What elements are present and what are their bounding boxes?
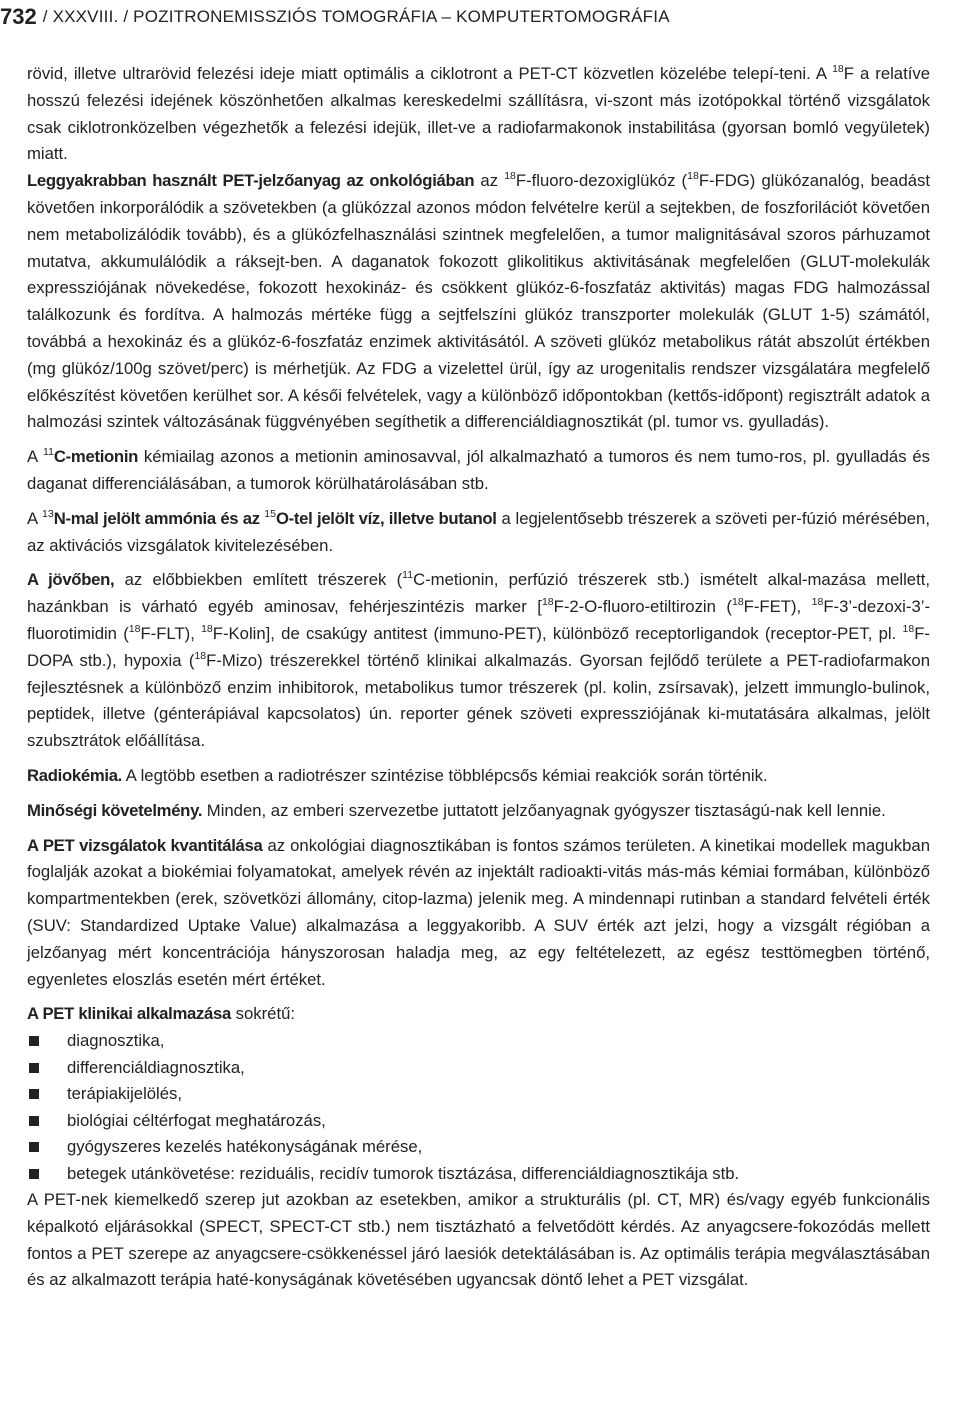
bullet-square-icon (29, 1142, 39, 1152)
paragraph-production (27, 61, 930, 168)
run-in-heading: A jövőben, (27, 570, 115, 590)
text-run: F-fluoro-dezoxiglükóz ( (515, 171, 688, 191)
text-run: sokrétű: (231, 1004, 295, 1024)
text-run: rövid, illetve ultrarövid felezési ideje miatt optimális a ciklotront a PET-CT közvetlen közelébe telepí-teni. A (27, 64, 833, 83)
superscript: 13 (42, 507, 54, 520)
list-item (27, 1081, 930, 1108)
paragraph-quantitation (27, 833, 930, 994)
text-run: az előbbiekben említett trészerek ( (114, 570, 403, 590)
text-run: A legtöbb esetben a radiotrészer szintézise többlépcsős kémiai reakciók során történik. (122, 765, 768, 785)
paragraph-future (27, 567, 930, 755)
paragraph-fdg (27, 168, 930, 436)
superscript: 18 (201, 623, 213, 636)
superscript: 18 (194, 649, 207, 662)
text-run: F a relatíve hosszú felezési idejének köszönhetően alkalmas kereskedelmi szállításra, vi-szont más izotópokkal történő vizsgálatok csak ciklotronközelben végezhetők a felezési idejük, illet-ve a radiofarmakonok instabilitása (gyorsan bomló vegyületek) miatt. (27, 64, 930, 164)
running-header (0, 3, 960, 31)
superscript: 11 (402, 569, 414, 582)
text-run: az (474, 171, 505, 191)
paragraph-radiochemistry (27, 763, 930, 790)
run-in-heading: A PET vizsgálatok kvantitálása (27, 835, 263, 855)
paragraph-conclusion (27, 1187, 930, 1294)
text-run: F-DOPA stb.), hypoxia ( (27, 623, 930, 670)
list-item-text: betegek utánkövetése: reziduális, recidív tumorok tisztázása, differenciáldiagnosztikája stb. (67, 1163, 740, 1183)
text-run: Minden, az emberi szervezetbe juttatott jelzőanyagnak gyógyszer tisztaságú-nak kell lennie. (202, 800, 886, 820)
paragraph-ammonia-water (27, 506, 930, 560)
list-item (27, 1161, 930, 1188)
run-in-heading: O-tel jelölt víz, illetve butanol (275, 508, 497, 528)
bullet-square-icon (29, 1169, 39, 1179)
list-item-text: diagnosztika, (67, 1031, 165, 1051)
list-item-text: terápiakijelölés, (67, 1084, 183, 1104)
bullet-square-icon (29, 1116, 39, 1126)
paragraph-methionine (27, 444, 930, 498)
run-in-heading: C-metionin (53, 447, 139, 467)
superscript: 18 (731, 596, 744, 609)
list-item (27, 1134, 930, 1161)
text-run: kémiailag azonos a metionin aminosavval, jól alkalmazható a tumoros és nem tumo-ros, pl. gyulladás és daganat differenciálásában, a tumorok körülhatárolásában stb. (27, 447, 930, 493)
list-item-text: gyógyszeres kezelés hatékonyságának mérése, (67, 1137, 423, 1157)
superscript: 18 (128, 623, 141, 636)
run-in-heading: Radiokémia. (27, 765, 123, 785)
paragraph-clinical-use (27, 1001, 930, 1028)
run-in-heading: A PET klinikai alkalmazása (27, 1004, 231, 1024)
list-item-text: differenciáldiagnosztika, (67, 1057, 245, 1077)
bullet-square-icon (29, 1036, 39, 1046)
superscript: 18 (687, 170, 699, 183)
run-in-heading: Minőségi követelmény. (27, 800, 203, 820)
list-item (27, 1055, 930, 1082)
run-in-heading: Leggyakrabban használt PET-jelzőanyag az onkológiában (27, 171, 475, 191)
text-run: A (27, 447, 44, 467)
superscript: 18 (832, 63, 844, 76)
text-run: F-FLT), (140, 623, 202, 643)
superscript: 18 (811, 596, 824, 609)
text-run: F-FDG) glükózanalóg, beadást követően inkorporálódik a szövetekben (a glükózzal azonos módon felvételre kerül a sejtekben, de foszforilációt követően nem metabolizálódik tovább), és a glükózfelhasználási szintnek megfelelően, a tumor malignitásával szoros párhuzamot mutatva, akkumulálódik a ráksejt-ben. A daganatok fokozott glikolitikus aktivitásának megfelelően (GLUT-molekulák expressziójának növekedése, fokozott hexokináz- és csökkent glükóz-6-foszfatáz aktivitás) magas FDG halmozással találkozunk és fordítva. A halmozás mértéke függ a sejtfelszíni glükóz transzporter molekulák (GLUT 1-5) számától, továbbá a hexokináz és a glükóz-6-foszfatáz enzimek aktivitásától. A szöveti glükóz metabolikus rátát abszolút értékben (mg glükóz/100g szövet/perc) is mérhetjük. Az FDG a vizelettel ürül, így az urogenitalis rendszer vizsgálatára megfelelő előkészítést követően kerülhet sor. A késői felvételek, vagy a különböző időpontokban (kettős-időpont) regisztrált adatok a halmozási szintek változásának függvényében segíthetik a differenciáldiagnosztikát (pl. tumor vs. gyulladás). (27, 171, 930, 432)
running-title: / XXXVIII. / POZITRONEMISSZIÓS TOMOGRÁFIA – KOMPUTERTOMOGRÁFIA (42, 7, 670, 26)
text-run: A PET-nek kiemelkedő szerep jut azokban az esetekben, amikor a strukturális (pl. CT, MR) és/vagy egyéb funkcionális képalkotó eljárásokkal (SPECT, SPECT-CT stb.) nem tisztázható a felvetődött kérdés. Az anyagcsere-fokozódás mellett fontos a PET szerepe az anyagcsere-csökkenéssel járó laesiók detektálásában is. Az optimális terápia megválasztásában és az alkalmazott terápia haté-konyságának követésében ugyancsak döntő lehet a PET vizsgálat. (27, 1190, 930, 1290)
text-run: az onkológiai diagnosztikában is fontos számos területen. A kinetikai modellek magukban foglalják azokat a biokémiai folyamatokat, amelyek révén az injektált radioakti-vitás más-más kémiai formában, különböző kompartmentekben (erek, szövetközi állomány, citop-lazma) jelenik meg. A mindennapi rutinban a standard felvételi érték (SUV: Standardized Uptake Value) alkalmazása a leggyakoribb. A SUV érték azt jelzi, hogy a vizsgált régióban a jelzőanyag mért koncentrációja hányszorosan haladja meg, az egy feltételezett, az egész testtömegben történő, egyenletes eloszlás esetén mért értéket. (27, 835, 930, 989)
run-in-heading: N-mal jelölt ammónia és az (53, 508, 265, 528)
superscript: 18 (902, 623, 915, 636)
bullet-square-icon (29, 1089, 39, 1099)
text-run: F-3’-dezoxi-3’-fluorotimidin ( (27, 597, 930, 643)
text-run: F-Kolin], de csakúgy antitest (immuno-PET), különböző receptorligandok (receptor-PET, pl. (212, 623, 903, 643)
superscript: 18 (541, 596, 554, 609)
paragraph-quality (27, 798, 930, 825)
bullet-square-icon (29, 1063, 39, 1073)
list-item (27, 1028, 930, 1055)
text-run: F-2-O-fluoro-etiltirozin ( (553, 597, 732, 617)
superscript: 18 (504, 170, 516, 183)
text-run: C-metionin, perfúzió trészerek stb.) ismételt alkal-mazása mellett, hazánkban is várható egyéb aminosav, fehérjeszintézis marker [ (27, 570, 930, 617)
clinical-use-list (27, 1028, 930, 1187)
text-run: a legjelentősebb trészerek a szöveti per-fúzió mérésében, az aktivációs vizsgálatok kivitelezésében. (27, 508, 930, 555)
superscript: 15 (264, 507, 276, 520)
article-body (27, 61, 930, 1294)
text-run: A (27, 508, 42, 528)
list-item (27, 1108, 930, 1135)
page-number: 732 (0, 4, 37, 29)
list-item-text: biológiai céltérfogat meghatározás, (67, 1110, 326, 1130)
text-run: F-Mizo) trészerekkel történő klinikai alkalmazás. Gyorsan fejlődő területe a PET-radiofarmakon fejlesztésnek a különböző enzim inhibitorok, metabolikus tumor trészerek (pl. kolin, zsírsavak), jelzett immunglo-bulinok, peptidek, illetve (génterápiával kapcsolatos) ún. reporter gének szöveti expressziójának ki-mutatására alkalmas, jelölt szubsztrátok előállítása. (27, 650, 930, 751)
superscript: 11 (43, 446, 54, 459)
text-run: F-FET), (743, 597, 812, 617)
